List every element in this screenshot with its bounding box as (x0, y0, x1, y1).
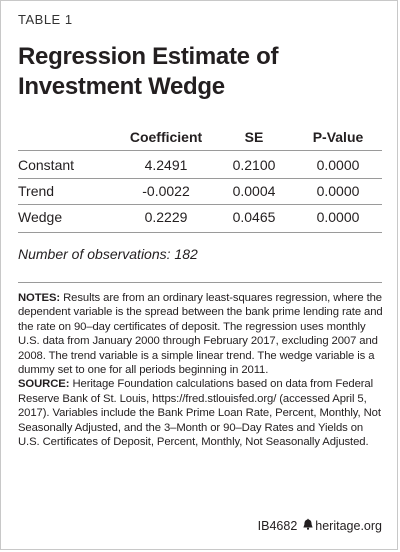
header-divider (18, 150, 382, 151)
se-cell: 0.0004 (232, 183, 276, 199)
table-title-line-1: Regression Estimate of (18, 43, 279, 70)
notes-divider (18, 282, 382, 283)
table-header-row (18, 126, 382, 148)
footer (258, 518, 382, 533)
notes-heading: NOTES: (18, 292, 61, 304)
source-paragraph (18, 377, 384, 449)
coefficient-cell: -0.0022 (142, 183, 190, 199)
table-number-label: TABLE 1 (18, 12, 73, 27)
liberty-bell-icon (303, 518, 313, 533)
se-cell: 0.2100 (232, 157, 276, 173)
coefficient-cell: 4.2491 (144, 157, 188, 173)
column-header-se: SE (244, 129, 264, 145)
source-text: Heritage Foundation calculations based on data from Federal Reserve Bank of St. Louis, https://fred.stlouisfed.org/ (accessed April 5, 2017). Variables include the Bank Prime Loan Rate, Percent, Monthly, Not Seasonally Adjusted, and the 3–Month or 90–Day Rates and Yields on U.S. Certificates of Deposit, Percent, Monthly, Not Seasonally Adjusted. (18, 378, 381, 449)
p-value-cell: 0.0000 (316, 157, 360, 173)
row-label: Constant (18, 157, 75, 173)
table-row (18, 154, 382, 176)
table-title-line-2: Investment Wedge (18, 73, 225, 100)
column-header-p-value: P-Value (312, 129, 364, 145)
notes-paragraph (18, 291, 384, 377)
table-row (18, 180, 382, 202)
p-value-cell: 0.0000 (316, 183, 360, 199)
coefficient-cell: 0.2229 (144, 209, 188, 225)
notes-text: Results are from an ordinary least-squares regression, where the dependent variable is the spread between the bank prime lending rate and the rate on 90–day certificates of deposit. The regression uses monthly U.S. data from January 2000 through February 2017, excluding 2007 and 2008. The trend variable is a simple linear trend. The wedge variable is a dummy set to one for all periods beginning in 2011. (18, 292, 383, 377)
notes-block (18, 291, 384, 449)
site-name: heritage.org (315, 519, 382, 533)
table-title (18, 42, 278, 102)
column-header-blank (18, 126, 118, 148)
row-divider (18, 204, 382, 205)
column-header-coefficient: Coefficient (129, 129, 203, 145)
source-heading: SOURCE: (18, 378, 70, 391)
report-id: IB4682 (257, 519, 298, 533)
row-label: Wedge (18, 209, 63, 225)
observations-note: Number of observations: 182 (18, 246, 198, 262)
table-row (18, 206, 382, 228)
row-divider (18, 232, 382, 233)
row-divider (18, 178, 382, 179)
row-label: Trend (18, 183, 55, 199)
se-cell: 0.0465 (232, 209, 276, 225)
p-value-cell: 0.0000 (316, 209, 360, 225)
